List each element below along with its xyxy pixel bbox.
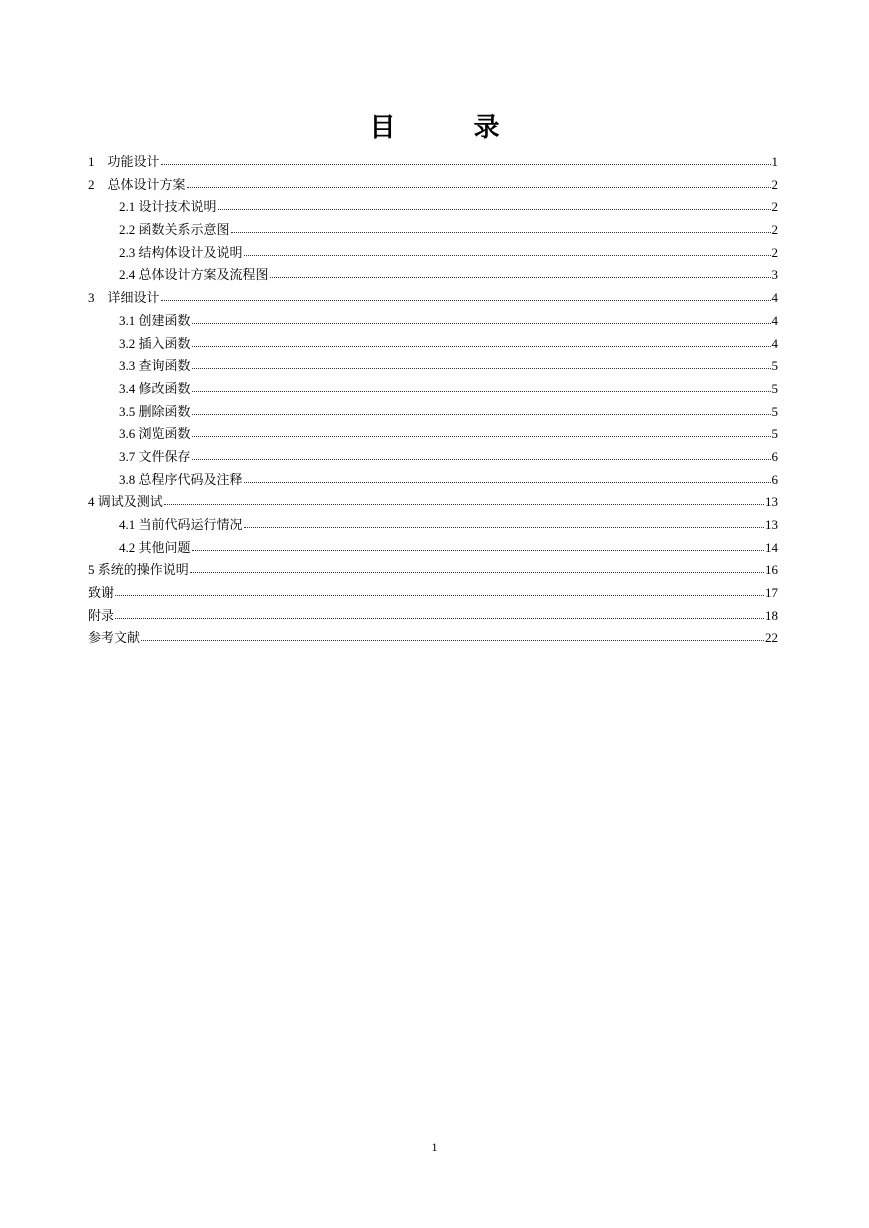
- toc-entry[interactable]: [88, 469, 778, 492]
- toc-entry[interactable]: [88, 559, 778, 582]
- toc-entry-page-number: 14: [765, 539, 778, 555]
- toc-entry[interactable]: [88, 401, 778, 424]
- toc-entry-page-number: 2: [771, 199, 778, 215]
- toc-entry[interactable]: [88, 242, 778, 265]
- toc-entry-label: 2.1 设计技术说明: [119, 199, 217, 215]
- toc-entry-page-number: 5: [771, 358, 778, 374]
- toc-entry-page-number: 1: [771, 154, 778, 169]
- toc-leader-dots: [115, 585, 764, 597]
- toc-entry-page-number: 17: [765, 585, 778, 601]
- toc-entry[interactable]: [88, 423, 778, 446]
- toc-leader-dots: [218, 199, 771, 211]
- toc-entry[interactable]: [88, 627, 778, 650]
- toc-title: 目 录: [369, 113, 526, 143]
- toc-entry[interactable]: [88, 355, 778, 378]
- toc-entry-label: 5 系统的操作说明: [88, 562, 189, 578]
- toc-entry[interactable]: [88, 264, 778, 287]
- toc-entry[interactable]: [88, 219, 778, 242]
- toc-entry-page-number: 18: [765, 607, 778, 623]
- toc-entry-label: 3.7 文件保存: [119, 448, 191, 464]
- toc-leader-dots: [192, 404, 771, 416]
- toc-entry[interactable]: [88, 582, 778, 605]
- toc-entry-label: 参考文献: [88, 630, 141, 646]
- toc-entry[interactable]: [88, 151, 778, 174]
- toc-entry-page-number: 5: [771, 403, 778, 419]
- toc-entry[interactable]: [88, 491, 778, 514]
- toc-leader-dots: [192, 449, 771, 461]
- toc-leader-dots: [187, 177, 771, 189]
- toc-entry[interactable]: [88, 174, 778, 197]
- toc-entry-page-number: 5: [771, 380, 778, 396]
- toc-leader-dots: [192, 358, 771, 370]
- toc-entry-label: 4 调试及测试: [88, 494, 163, 510]
- toc-entry-page-number: 4: [771, 290, 778, 306]
- toc-entry-page-number: 4: [771, 335, 778, 351]
- toc-entry[interactable]: [88, 446, 778, 469]
- toc-entry-label: 3 详细设计: [88, 290, 160, 306]
- toc-leader-dots: [190, 562, 764, 574]
- toc-entry-label: 3.8 总程序代码及注释: [119, 471, 243, 487]
- toc-leader-dots: [161, 154, 771, 166]
- toc-entry-label: 致谢: [88, 585, 115, 601]
- toc-entry-label: 2.4 总体设计方案及流程图: [119, 267, 269, 283]
- toc-leader-dots: [231, 222, 771, 234]
- toc-entry-page-number: 13: [765, 494, 778, 510]
- toc-entry[interactable]: [88, 196, 778, 219]
- toc-entry-label: 3.2 插入函数: [119, 335, 191, 351]
- toc-entry-label: 2.3 结构体设计及说明: [119, 244, 243, 260]
- toc-entry-page-number: 2: [771, 244, 778, 260]
- toc-entry-page-number: 16: [765, 562, 778, 578]
- page-number: 1: [431, 1140, 438, 1154]
- toc-entry-label: 2 总体设计方案: [88, 176, 186, 192]
- toc-entry-page-number: 13: [765, 517, 778, 532]
- toc-entry-label: 3.5 删除函数: [119, 403, 191, 419]
- toc-entry-page-number: 22: [765, 630, 778, 646]
- toc-entry[interactable]: [88, 310, 778, 333]
- toc-leader-dots: [244, 245, 771, 257]
- toc-entry-page-number: 6: [771, 471, 778, 487]
- toc-entry-page-number: 5: [771, 426, 778, 442]
- toc-leader-dots: [141, 630, 764, 642]
- toc-leader-dots: [192, 540, 764, 552]
- toc-entry-page-number: 2: [771, 222, 778, 238]
- toc-entry-label: 3.3 查询函数: [119, 358, 191, 374]
- toc-entry[interactable]: [88, 333, 778, 356]
- toc-entry-label: 1 功能设计: [88, 154, 160, 169]
- toc-leader-dots: [244, 517, 764, 529]
- toc-entry-label: 附录: [88, 607, 115, 623]
- toc-leader-dots: [115, 608, 764, 620]
- toc-leader-dots: [192, 426, 771, 438]
- toc-entry-page-number: 3: [771, 267, 778, 283]
- toc-leader-dots: [192, 313, 771, 325]
- toc-entry-label: 3.4 修改函数: [119, 380, 191, 396]
- toc-entry[interactable]: [88, 287, 778, 310]
- toc-entry[interactable]: [88, 514, 778, 537]
- toc-entry-page-number: 4: [771, 312, 778, 328]
- toc-entry-label: 4.1 当前代码运行情况: [119, 517, 243, 532]
- toc-entry[interactable]: [88, 378, 778, 401]
- toc-entry-label: 4.2 其他问题: [119, 539, 191, 555]
- toc-leader-dots: [164, 494, 764, 506]
- toc-entry[interactable]: [88, 537, 778, 560]
- toc-entry-page-number: 2: [771, 176, 778, 192]
- toc-leader-dots: [244, 472, 771, 484]
- toc-entry-page-number: 6: [771, 448, 778, 464]
- toc-entry-label: 3.1 创建函数: [119, 312, 191, 328]
- toc-entry-label: 3.6 浏览函数: [119, 426, 191, 442]
- table-of-contents: [88, 151, 778, 650]
- toc-leader-dots: [192, 336, 771, 348]
- toc-leader-dots: [270, 267, 771, 279]
- toc-leader-dots: [161, 290, 771, 302]
- toc-entry-label: 2.2 函数关系示意图: [119, 222, 230, 238]
- toc-entry[interactable]: [88, 605, 778, 628]
- toc-leader-dots: [192, 381, 771, 393]
